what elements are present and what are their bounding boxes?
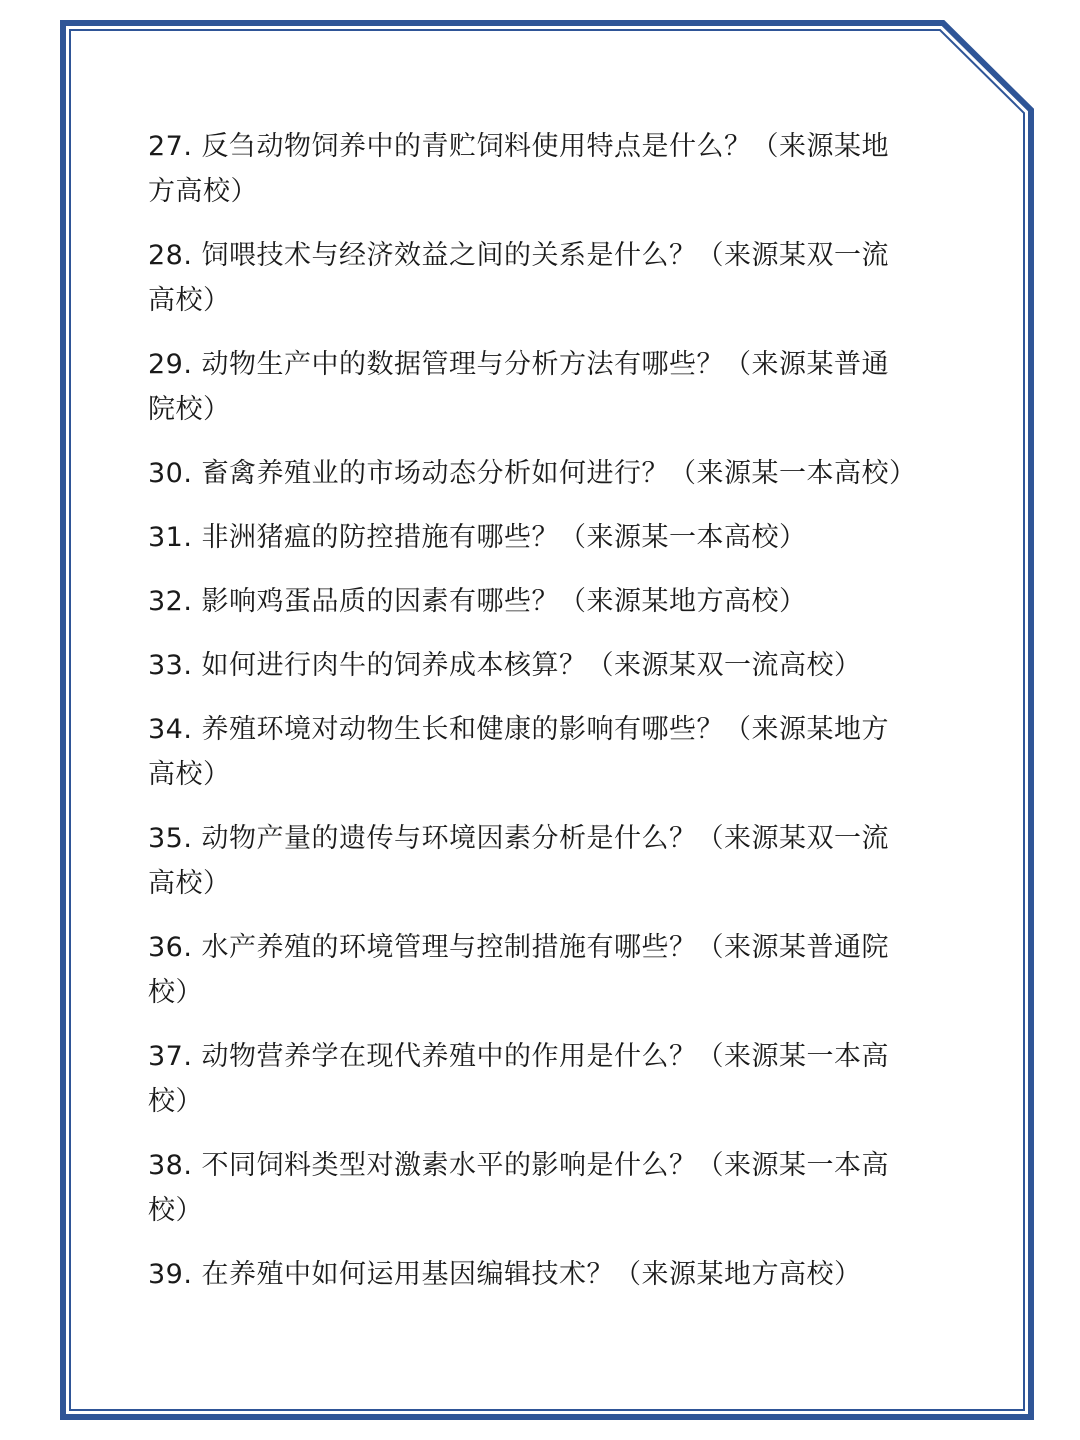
question-item [148, 233, 968, 323]
question-text-line: 34. 养殖环境对动物生长和健康的影响有哪些？（来源某地方 [148, 714, 890, 745]
question-text-line: 35. 动物产量的遗传与环境因素分析是什么？（来源某双一流 [148, 823, 890, 854]
question-item [148, 515, 968, 560]
question-text-line: 方高校） [148, 176, 258, 207]
question-text-line: 校） [148, 977, 203, 1008]
question-text-line: 39. 在养殖中如何运用基因编辑技术？（来源某地方高校） [148, 1259, 862, 1290]
question-text-line: 院校） [148, 394, 231, 425]
question-text-line: 37. 动物营养学在现代养殖中的作用是什么？（来源某一本高 [148, 1041, 890, 1072]
question-text-line: 高校） [148, 868, 231, 899]
question-list [148, 124, 968, 1316]
question-item [148, 643, 968, 688]
question-text-line: 校） [148, 1195, 203, 1226]
question-text-line: 高校） [148, 759, 231, 790]
question-item [148, 707, 968, 797]
question-item [148, 1252, 968, 1297]
question-text-line: 33. 如何进行肉牛的饲养成本核算？（来源某双一流高校） [148, 650, 862, 681]
question-item [148, 124, 968, 214]
question-text-line: 30. 畜禽养殖业的市场动态分析如何进行？（来源某一本高校） [148, 458, 917, 489]
question-text-line: 29. 动物生产中的数据管理与分析方法有哪些？（来源某普通 [148, 349, 890, 380]
question-text-line: 32. 影响鸡蛋品质的因素有哪些？（来源某地方高校） [148, 586, 807, 617]
question-item [148, 579, 968, 624]
question-text-line: 31. 非洲猪瘟的防控措施有哪些？（来源某一本高校） [148, 522, 807, 553]
question-text-line: 27. 反刍动物饲养中的青贮饲料使用特点是什么？（来源某地 [148, 131, 890, 162]
question-item [148, 925, 968, 1015]
question-text-line: 36. 水产养殖的环境管理与控制措施有哪些？（来源某普通院 [148, 932, 890, 963]
question-item [148, 342, 968, 432]
question-text-line: 高校） [148, 285, 231, 316]
question-item [148, 451, 968, 496]
question-text-line: 28. 饲喂技术与经济效益之间的关系是什么？（来源某双一流 [148, 240, 890, 271]
question-item [148, 816, 968, 906]
question-item [148, 1034, 968, 1124]
question-text-line: 校） [148, 1086, 203, 1117]
question-item [148, 1143, 968, 1233]
question-text-line: 38. 不同饲料类型对激素水平的影响是什么？（来源某一本高 [148, 1150, 890, 1181]
